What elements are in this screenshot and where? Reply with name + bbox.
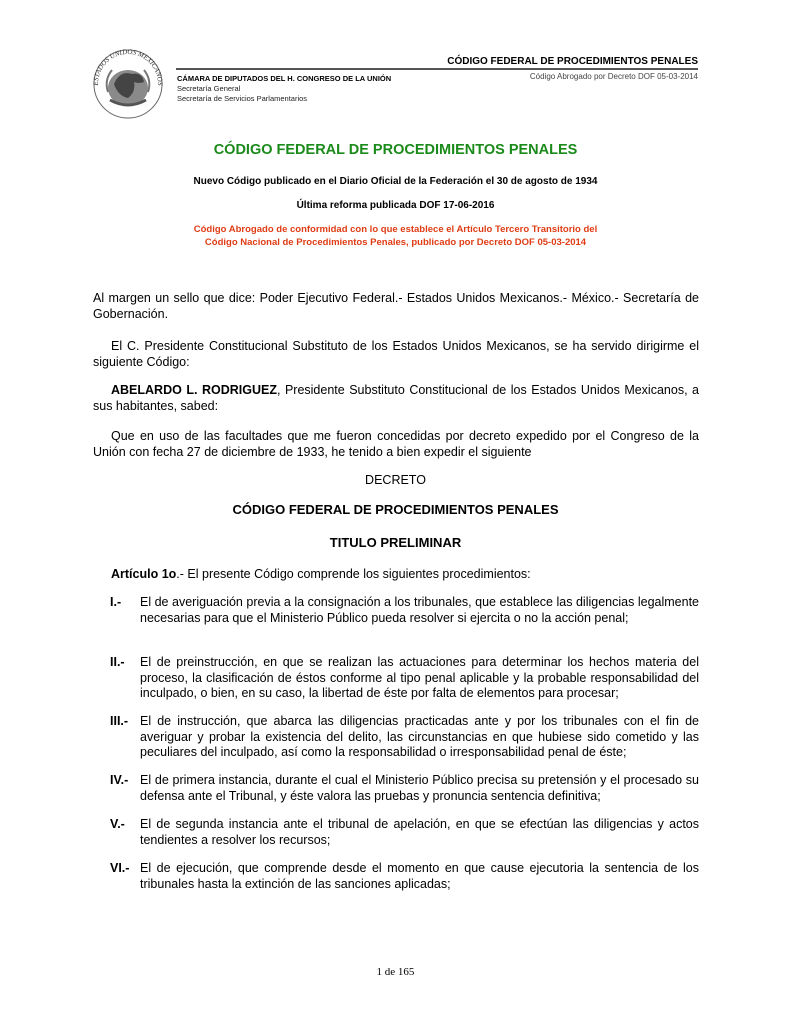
abrogation-line-2: Código Nacional de Procedimientos Penales, publicado por Decreto DOF 05-03-2014: [204, 237, 587, 248]
secretaria-servicios: Secretaría de Servicios Parlamentarios: [177, 94, 308, 103]
item-text: El de segunda instancia ante el tribunal de apelación, en que se efectúan las diligencias y actos tendientes a resolver los recursos;: [140, 817, 699, 847]
item-number: IV.-: [110, 773, 129, 787]
header-status: Código Abrogado por Decreto DOF 05-03-2014: [529, 72, 698, 81]
header-divider: [176, 68, 698, 70]
paragraph-seal: Al margen un sello que dice: Poder Ejecutivo Federal.- Estados Unidos Mexicanos.- México.- Secretaría de Gobernación.: [93, 291, 699, 321]
list-item: [110, 861, 699, 892]
svg-text:ESTADOS UNIDOS MEXICANOS: ESTADOS UNIDOS MEXICANOS: [91, 47, 165, 86]
national-seal-logo: [88, 44, 168, 120]
article-1-label: Artículo 1o: [111, 567, 177, 581]
list-item: [110, 714, 699, 761]
paragraph-abelardo: [93, 382, 699, 414]
secretaria-general: Secretaría General: [177, 84, 241, 93]
item-number: III.-: [110, 714, 129, 728]
titulo-preliminar-heading: TITULO PRELIMINAR: [329, 535, 462, 550]
item-number: I.-: [110, 595, 122, 609]
item-text: El de instrucción, que abarca las diligencias practicadas ante y por los tribunales con el fin de averiguar y probar la existencia del delito, las circunstancias en que hubiese sido cometido y las peculiares del inculpado, así como la responsabilidad o irresponsabilidad penal de éste;: [140, 714, 699, 759]
item-text: El de primera instancia, durante el cual el Ministerio Público precisa su pretensión y el procesado su defensa ante el Tribunal, y éste valora las pruebas y pronuncia sentencia definitiva;: [140, 773, 699, 803]
item-number: II.-: [110, 655, 125, 669]
header-document-title: CÓDIGO FEDERAL DE PROCEDIMIENTOS PENALES: [447, 56, 698, 67]
list-item: [110, 817, 699, 848]
code-title-heading: CÓDIGO FEDERAL DE PROCEDIMIENTOS PENALES: [232, 502, 559, 517]
article-1-text: .- El presente Código comprende los siguientes procedimientos:: [176, 567, 531, 581]
list-item: [110, 655, 699, 702]
paragraph-president: El C. Presidente Constitucional Substituto de los Estados Unidos Mexicanos, se ha servido dirigirme el siguiente Código:: [93, 339, 699, 369]
page-indicator: 1 de 165: [376, 966, 415, 978]
president-name: ABELARDO L. RODRIGUEZ: [111, 383, 277, 397]
abrogation-line-1: Código Abrogado de conformidad con lo que establece el Artículo Tercero Transitorio del: [193, 224, 598, 235]
list-item: [110, 773, 699, 804]
item-text: El de averiguación previa a la consignación a los tribunales, que establece las diligencias legalmente necesarias para que el Ministerio Público pueda resolver si ejercita o no la acción penal;: [140, 595, 699, 625]
publication-note: Nuevo Código publicado en el Diario Oficial de la Federación el 30 de agosto de 1934: [193, 176, 598, 187]
decreto-heading: DECRETO: [365, 473, 426, 487]
paragraph-facultades: Que en uso de las facultades que me fueron concedidas por decreto expedido por el Congreso de la Unión con fecha 27 de diciembre de 1933, he tenido a bien expedir el siguiente: [93, 429, 699, 459]
item-number: V.-: [110, 817, 125, 831]
institution-name: CÁMARA DE DIPUTADOS DEL H. CONGRESO DE LA UNIÓN: [177, 74, 392, 83]
header-institution-block: [177, 74, 391, 104]
item-text: El de ejecución, que comprende desde el momento en que cause ejecutoria la sentencia de los tribunales hasta la extinción de las sanciones aplicadas;: [140, 861, 699, 891]
page-title: CÓDIGO FEDERAL DE PROCEDIMIENTOS PENALES: [213, 142, 578, 158]
last-reform-note: Última reforma publicada DOF 17-06-2016: [296, 200, 495, 211]
item-text: El de preinstrucción, en que se realizan las actuaciones para determinar los hechos materia del proceso, la clasificación de éstos conforme al tipo penal aplicable y la probable responsabilidad del inculpado, o bien, en su caso, la libertad de éste por falta de elementos para procesar;: [140, 655, 699, 700]
list-item: [110, 595, 699, 626]
abrogation-note: [0, 223, 791, 249]
article-1: [93, 566, 699, 582]
paragraph-abelardo-text: , Presidente Substituto Constitucional de los Estados Unidos Mexicanos, a sus habitantes, sabed:: [93, 383, 700, 413]
item-number: VI.-: [110, 861, 130, 875]
